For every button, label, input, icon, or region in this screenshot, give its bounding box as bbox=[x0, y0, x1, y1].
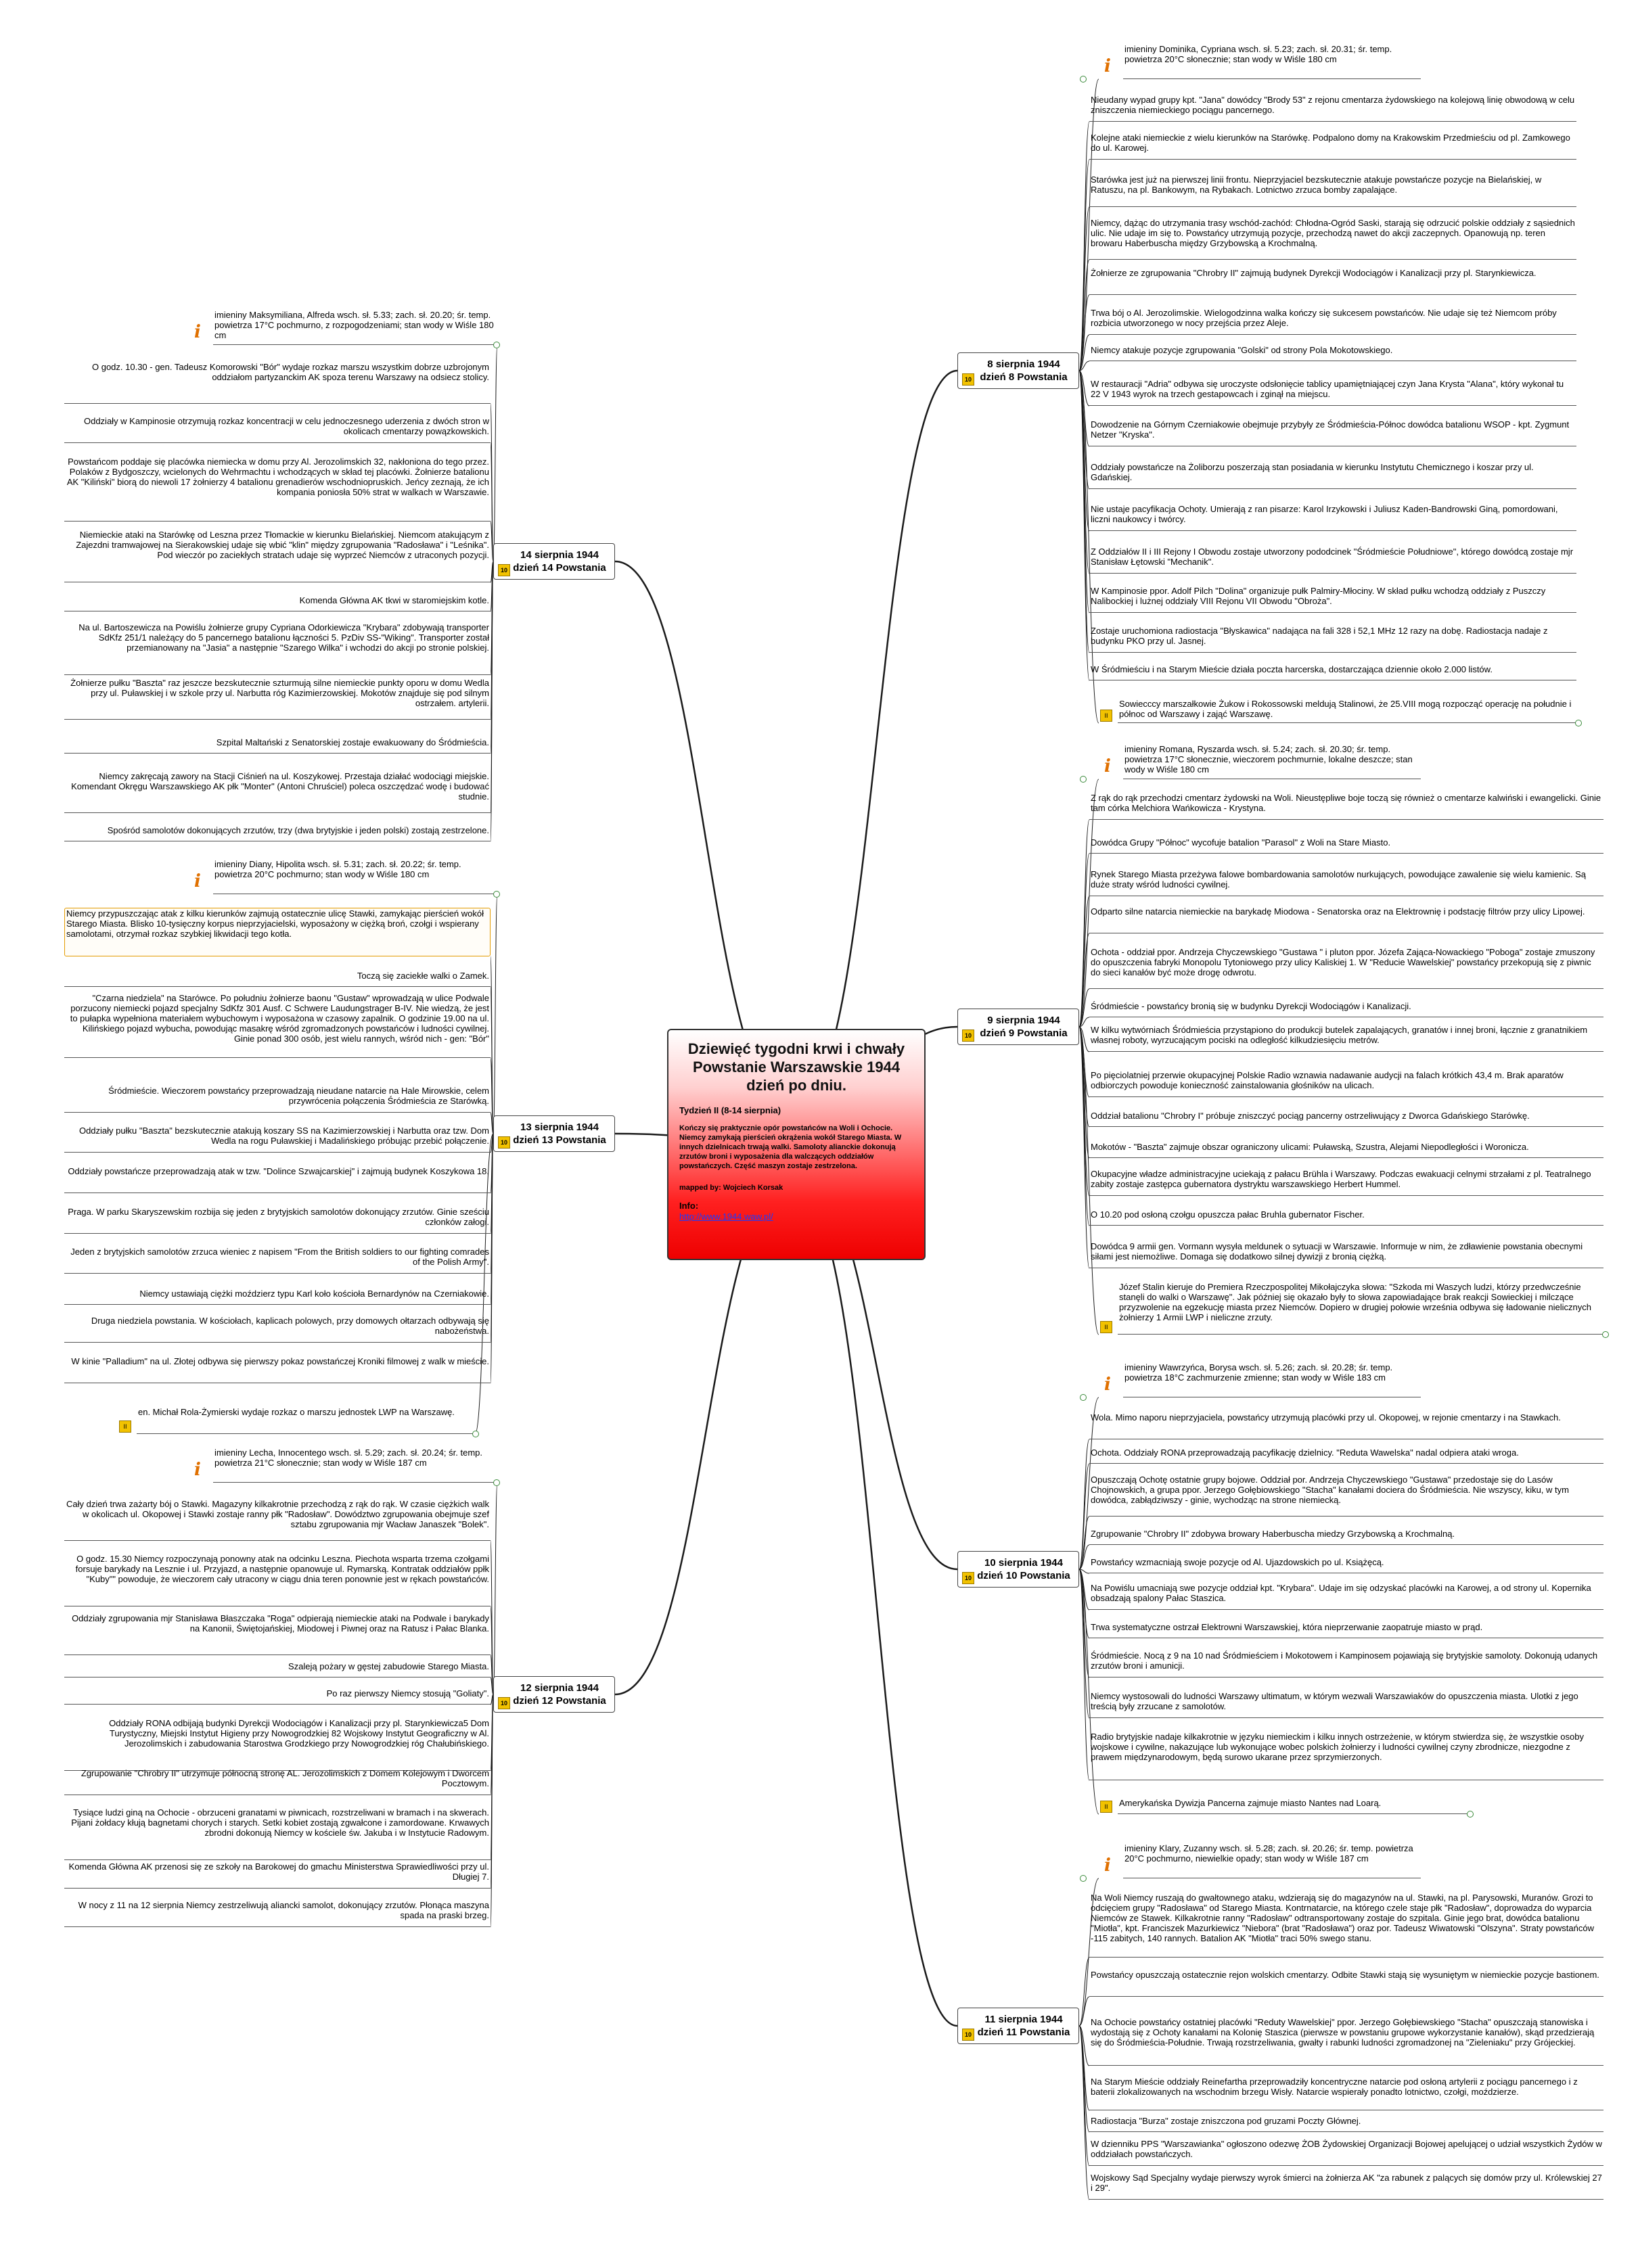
event-item[interactable]: Powstańcom poddaje się placówka niemiecka w domu przy Al. Jerozolimskich 32, nakłoniona do tego przez. Polaków z Bydgoszczy, wcielonych do Wehrmachtu i wchodzących w skład tej placówki. Żołnierze batalionu AK "Kiliński" biorą do niewoli 17 żołnierzy 4 batalionu grenadierów wschodniopruskich. Jeńcy zeznają, że ich kompania poniosła 50% strat w walkach w Warszawie. bbox=[64, 457, 491, 522]
calendar-icon: 10 bbox=[962, 373, 974, 386]
note-icon: II bbox=[1100, 710, 1112, 722]
day-node-11[interactable] bbox=[957, 2008, 1079, 2044]
info-icon: i bbox=[194, 871, 201, 892]
day-node-8[interactable] bbox=[957, 352, 1079, 389]
connector-line bbox=[493, 1483, 497, 1694]
event-item[interactable]: Śródmieście. Wieczorem powstańcy przeprowadzają nieudane natarcie na Hale Mirowskie, celem przywrócenia połączenia Śródmieścia ze Starówką. bbox=[64, 1086, 491, 1113]
connector-line bbox=[1079, 2026, 1089, 2200]
calendar-icon: 10 bbox=[962, 1572, 974, 1584]
day-node-label: 13 sierpnia 1944 dzień 13 Powstania bbox=[513, 1121, 606, 1146]
event-item[interactable]: Po raz pierwszy Niemcy stosują "Goliaty". bbox=[64, 1688, 491, 1705]
note-icon: II bbox=[1100, 1801, 1112, 1813]
central-topic[interactable] bbox=[667, 1029, 926, 1260]
event-item[interactable]: Kolejne ataki niemieckie z wielu kierunków na Starówkę. Podpalono domy na Krakowskim Przedmieściu od pl. Zamkowego do ul. Karowej. bbox=[1089, 133, 1576, 160]
connector-line bbox=[493, 894, 497, 1134]
event-item[interactable]: Tysiące ludzi giną na Ochocie - obrzuceni granatami w piwnicach, rozstrzeliwani w bramach i na skwerach. Pijani żołdacy kłują bagnetami chorych i starych. Setki kobiet zostają zgwałcone i zamordowane. Krwawych zbrodni dokonują Niemcy w kościele św. Jakuba i w Instytucie Radowym. bbox=[64, 1807, 491, 1860]
event-item[interactable]: Odparto silne natarcia niemieckie na barykadę Miodowa - Senatorska oraz na Elektrownię i podstację filtrów przy ulicy Lipowej. bbox=[1089, 906, 1603, 933]
central-description: Kończy się praktycznie opór powstańców na Woli i Ochocie. Niemcy zamykają pierścień okrążenia wokół Starego Miasta. W innych dzielnicach trwają walki. Samoloty alianckie dokonują zrzutów broni i wyposażenia dla walczących oddziałów powstańczych. Część maszyn zostaje zestrzelona. bbox=[679, 1124, 902, 1170]
event-item[interactable]: W Kampinosie ppor. Adolf Pilch "Dolina" organizuje pułk Palmiry-Młociny. W skład pułku wchodzą oddziały z Puszczy Nalibockiej i lużnej oddziały VIII Rejonu VII Obwodu "Obroża". bbox=[1089, 586, 1576, 613]
event-item[interactable]: W kilku wytwórniach Śródmieścia przystąpiono do produkcji butelek zapalających, granatów i innej broni, łącznie z granatnikiem własnej roboty, wyrzucającym pociski na odległość kilkudziesięciu metrów. bbox=[1089, 1025, 1603, 1052]
event-item[interactable]: Niemcy ustawiają ciężki moździerz typu Karl koło kościoła Bernardynów na Czerniakowie. bbox=[64, 1289, 491, 1305]
connector-line bbox=[796, 1188, 957, 2026]
calendar-icon: 10 bbox=[498, 564, 510, 576]
connector-line bbox=[1079, 1997, 1089, 2026]
central-info-label: Info: bbox=[679, 1201, 699, 1211]
connector-line bbox=[1079, 1517, 1089, 1569]
collapse-dot[interactable] bbox=[493, 891, 500, 898]
event-item[interactable]: Na ul. Bartoszewicza na Powiślu żołnierze grupy Cypriana Odorkiewicza "Krybara" zdobywają transporter SdKfz 251/1 należący do 5 pancernego batalionu łączności 5. PzDiv SS-"Wiking". Transporter został przemianowany na "Jasia" a następnie "Szarego Wilka" i wchodzi do akcji po stronie polskiej. bbox=[64, 622, 491, 675]
event-item[interactable]: O godz. 15.30 Niemcy rozpoczynają ponowny atak na odcinku Leszna. Piechota wsparta trzema czołgami forsuje barykady na Lesznie i ul. Przyjazd, a następnie opanowuje ul. Rymarską. Kontratak oddziałów ppłk "Kuby"" powoduje, że wieczorem cały utracony w ciągu dnia teren ponownie jest w rękach powstańców. bbox=[64, 1554, 491, 1606]
event-item[interactable]: W dzienniku PPS "Warszawianka" ogłoszono odezwę ŻOB Żydowskiej Organizacji Bojowej apelującej o udział wszystkich Żydów w oddziałach powstańczych. bbox=[1089, 2139, 1603, 2166]
calendar-icon: 10 bbox=[962, 1029, 974, 1042]
event-item[interactable]: Śródmieście - powstańcy bronią się w budynku Dyrekcji Wodociągów i Kanalizacji. bbox=[1089, 1001, 1603, 1017]
event-item[interactable]: Zostaje uruchomiona radiostacja "Błyskawica" nadająca na fali 328 i 52,1 MHz 12 razy na dobę. Radiostacja nadaje z budynku PKO przy ul. Jasnej. bbox=[1089, 626, 1576, 653]
day-node-label: 8 sierpnia 1944 dzień 8 Powstania bbox=[980, 358, 1068, 383]
day-node-label: 12 sierpnia 1944 dzień 12 Powstania bbox=[513, 1682, 606, 1707]
connector-line bbox=[1079, 1464, 1089, 1569]
event-item[interactable]: Dowodzenie na Górnym Czerniakowie obejmuje przybyły ze Śródmieścia-Północ dowódca batalionu WSOP - kpt. Zygmunt Netzer "Kryska". bbox=[1089, 419, 1576, 446]
event-item[interactable]: Zgrupowanie "Chrobry II" utrzymuje północną stronę AL. Jerozolimskich z Domem Kolejowym i Dworcem Pocztowym. bbox=[64, 1768, 491, 1795]
event-item[interactable]: Cały dzień trwa zażarty bój o Stawki. Magazyny kilkakrotnie przechodzą z rąk do rąk. W czasie ciężkich walk w okolicach ul. Okopowej i Stawki zostaje ranny płk "Radosław". Dowództwo zgrupowania obejmuje szef sztabu zgrupowania mjr Wacław Janaszek "Bolek". bbox=[64, 1499, 491, 1541]
day-node-label: 9 sierpnia 1944 dzień 9 Powstania bbox=[980, 1015, 1068, 1039]
collapse-dot[interactable] bbox=[1080, 776, 1087, 783]
event-item[interactable]: Niemcy zakręcają zawory na Stacji Ciśnień na ul. Koszykowej. Przestaja działać wodociągi miejskie. Komendant Okręgu Warszawskiego AK płk "Monter" (Antoni Chruściel) poleca oszczędzać wodę i budować studnie. bbox=[64, 771, 491, 813]
world-event-note[interactable]: Amerykańska Dywizja Pancerna zajmuje miasto Nantes nad Loarą. bbox=[1118, 1798, 1470, 1814]
event-item[interactable]: Jeden z brytyjskich samolotów zrzuca wieniec z napisem "From the British soldiers to our fighting comrades of the Polish Army". bbox=[64, 1247, 491, 1274]
event-item[interactable]: Radiostacja "Burza" zostaje zniszczona pod gruzami Poczty Głównej. bbox=[1089, 2116, 1603, 2132]
calendar-icon: 10 bbox=[498, 1697, 510, 1709]
event-item[interactable]: Żołnierze pułku "Baszta" raz jeszcze bezskutecznie szturmują silne niemieckie punkty oporu w domu Wedla przy ul. Puławskiej i w szkole przy ul. Narbutta róg Kazimierzowskiej. Mokotów znajduje się pod silnym ostrzałem. artylerii. bbox=[64, 678, 491, 720]
event-item[interactable]: W kinie "Palladium" na ul. Złotej odbywa się pierwszy pokaz powstańczej Kroniki filmowej z walk w mieście. bbox=[64, 1356, 491, 1383]
event-item[interactable]: Po pięciolatniej przerwie okupacyjnej Polskie Radio wznawia nadawanie audycji na falach krótkich 43,4 m. Brak aparatów odbiorczych powoduje konieczność zainstalowania głośników na ulicach. bbox=[1089, 1070, 1603, 1097]
day-node-label: 11 sierpnia 1944 dzień 11 Powstania bbox=[977, 2014, 1070, 2038]
calendar-icon: 10 bbox=[962, 2029, 974, 2041]
event-item[interactable]: Niemcy, dążąc do utrzymania trasy wschód-zachód: Chłodna-Ogród Saski, starają się odrzucić polskie oddziały z sąsiednich ulic. Nie udaje im się to. Powstańcy utrzymują pozycje, przechodzą nawet do akcji zaczepnych. Opanowują np. teren browaru Haberbuscha między Grzybowską a Krochmalną. bbox=[1089, 218, 1576, 260]
day-node-14[interactable] bbox=[493, 543, 615, 580]
collapse-dot[interactable] bbox=[472, 1431, 479, 1437]
event-item[interactable]: Mokotów - "Baszta" zajmuje obszar ograniczony ulicami: Puławską, Szustra, Alejami Niepodległości i Woronicza. bbox=[1089, 1142, 1603, 1158]
event-item[interactable]: W restauracji "Adria" odbywa się uroczyste odsłonięcie tablicy upamiętniającej czyn Jana Krysta "Alana", który wykonał tu 22 V 1943 wyrok na trzech gestapowcach i zginął na miejscu. bbox=[1089, 379, 1576, 406]
event-item[interactable]: Nie ustaje pacyfikacja Ochoty. Umierają z ran pisarze: Karol Irzykowski i Juliusz Kaden-Bandrowski Giną, pomordowani, liczni naukowcy i twórcy. bbox=[1089, 504, 1576, 531]
event-item[interactable]: Ochota - oddział ppor. Andrzeja Chyczewskiego "Gustawa " i pluton ppor. Józefa Zająca-Nowackiego "Poboga" zostaje zmuszony do opuszczenia fabryki Monopolu Tytoniowego przy ulicy Kaliskiej 1. W "Reducie Wawelskiej" powstańcy przekopują się z piwnic do sieci kanałów być może drogę odwrotu. bbox=[1089, 947, 1603, 989]
event-item[interactable]: Dowódca 9 armii gen. Vormann wysyła meldunek o sytuacji w Warszawie. Informuje w nim, że zdławienie powstania obecnymi siłami jest niemożliwe. Domaga się dodatkowo silnej dywizji z bronią ciężką. bbox=[1089, 1241, 1603, 1268]
event-item[interactable]: Komenda Główna AK przenosi się ze szkoły na Barokowej do gmachu Ministerstwa Sprawiedliwości przy ul. Długiej 7. bbox=[64, 1861, 491, 1889]
event-item[interactable]: Szaleją pożary w gęstej zabudowie Starego Miasta. bbox=[64, 1661, 491, 1677]
event-item[interactable]: Oddziały RONA odbijają budynki Dyrekcji Wodociągów i Kanalizacji przy pl. Starynkiewicza5 Dom Turystyczny, Miejski Instytut Higieny przy Nowogrodzkiej 82 Wojskowy Instytut Geograficzny w Al. Jerozolimskich i zabudowania Starostwa Grodzkiego przy Nowogrodzkiej róg Chałubińskiego. bbox=[64, 1718, 491, 1771]
event-item[interactable]: W Śródmieściu i na Starym Mieście działa poczta harcerska, dostarczająca dziennie około 2.000 listów. bbox=[1089, 664, 1576, 680]
connector-line bbox=[493, 345, 497, 561]
note-icon: II bbox=[119, 1420, 131, 1433]
event-item[interactable]: Niemcy wystosowali do ludności Warszawy ultimatum, w którym wezwali Warszawiaków do opuszczenia miasta. Ulotki z jego treścią były zrzucane z samolotów. bbox=[1089, 1691, 1603, 1718]
info-icon: i bbox=[1104, 1855, 1111, 1876]
event-item[interactable]: Powstańcy wzmacniają swoje pozycje od Al. Ujazdowskich po ul. Książęcą. bbox=[1089, 1557, 1603, 1573]
event-item[interactable]: Toczą się zaciekłe walki o Zamek. bbox=[64, 971, 491, 987]
central-title: Dziewięć tygodni krwi i chwały Powstanie Warszawskie 1944 dzień po dniu. bbox=[687, 1040, 905, 1094]
event-item[interactable]: Żołnierze ze zgrupowania "Chrobry II" zajmują budynek Dyrekcji Wodociągów i Kanalizacji przy pl. Starynkiewicza. bbox=[1089, 268, 1576, 295]
day-node-10[interactable] bbox=[957, 1551, 1079, 1588]
event-item[interactable]: Wojskowy Sąd Specjalny wydaje pierwszy wyrok śmierci na żołnierza AK "za rabunek z palących się domów przy ul. Królewskiej 27 i 29". bbox=[1089, 2173, 1603, 2200]
weather-info: imieniny Diany, Hipolita wsch. sł. 5.31; zach. sł. 20.22; śr. temp. powietrza 20°C pochmurno; stan wody w Wiśle 180 cm bbox=[213, 859, 497, 894]
info-icon: i bbox=[194, 322, 201, 342]
event-item[interactable]: Opuszczają Ochotę ostatnie grupy bojowe. Oddział por. Andrzeja Chyczewskiego "Gustawa" przedostaje się do Lasów Chojnowskich, a grupa ppor. Jerzego Gołębiowskiego "Stacha" kanałami dociera do Śródmieścia. Nie wszyscy, kiku, w tym dowódca, zabłądziwszy - ginie, wychodząc na strone niemiecką. bbox=[1089, 1475, 1603, 1517]
event-item[interactable]: Rynek Starego Miasta przeżywa falowe bombardowania samolotów nurkujących, powodujące zawalenie się wielu kamienic. Są duże straty wśród ludności cywilnej. bbox=[1089, 869, 1603, 896]
event-item[interactable]: Okupacyjne władze administracyjne uciekają z pałacu Brühla i Warszawy. Podczas ewakuacji celnymi strzałami z pl. Teatralnego zabity zostaje zastępca gubernatora dystryktu warszawskiego Herbert Hummel. bbox=[1089, 1169, 1603, 1196]
info-icon: i bbox=[1104, 1374, 1111, 1395]
event-item[interactable]: Niemcy atakuje pozycje zgrupowania "Golski" od strony Pola Mokotowskiego. bbox=[1089, 345, 1576, 361]
weather-info: imieniny Dominika, Cypriana wsch. sł. 5.23; zach. sł. 20.31; śr. temp. powietrza 20°C słonecznie; stan wody w Wiśle 180 cm bbox=[1123, 44, 1421, 79]
central-mapped-by: mapped by: Wojciech Korsak bbox=[679, 1184, 783, 1192]
event-item[interactable]: Komenda Główna AK tkwi w staromiejskim kotle. bbox=[64, 595, 491, 611]
event-item[interactable]: Trwa systematyczne ostrzał Elektrowni Warszawskiej, która nieprzerwanie zaopatruje miasto w prąd. bbox=[1089, 1622, 1603, 1638]
event-item[interactable]: Na Powiślu umacniają swe pozycje oddział kpt. "Krybara". Udaje im się odzyskać placówki na Karowej, a od strony ul. Kopernika obsadzają spalony Pałac Staszica. bbox=[1089, 1583, 1603, 1610]
info-icon: i bbox=[194, 1460, 201, 1480]
event-item[interactable]: Radio brytyjskie nadaje kilkakrotnie w języku niemieckim i kilku innych ostrzeżenie, w którym stwierdza się, że wszystkie osoby wojskowe i cywilne, nakazujące lub wykonujące wobec polskich żołnierzy i ludności cywilnej czyny zbrodnicze, niezgodne z prawem międzynarodowym, będą surowo ukarane przez sprzymierzonych. bbox=[1089, 1732, 1603, 1780]
event-item[interactable]: Śródmieście. Nocą z 9 na 10 nad Śródmieściem i Mokotowem i Kampinosem pojawiają się brytyjskie samoloty. Dokonują udanych zrzutów broni i amunicji. bbox=[1089, 1650, 1603, 1677]
day-node-label: 10 sierpnia 1944 dzień 10 Powstania bbox=[977, 1557, 1070, 1581]
event-item[interactable]: Z Oddziałów II i III Rejony I Obwodu zostaje utworzony pododcinek "Śródmieście Południowe", którego dowódcą zostaje mjr Stanisław Łętowski "Mechanik". bbox=[1089, 547, 1576, 574]
info-icon: i bbox=[1104, 756, 1111, 777]
day-node-label: 14 sierpnia 1944 dzień 14 Powstania bbox=[513, 549, 606, 574]
event-item[interactable]: Oddział batalionu "Chrobry I" próbuje zniszczyć pociąg pancerny ostrzeliwujący z Dworca Gdańskiego Starówkę. bbox=[1089, 1111, 1603, 1127]
event-item[interactable]: Nieudany wypad grupy kpt. "Jana" dowódcy "Brody 53" z rejonu cmentarza żydowskiego na kolejową linię obwodową w celu zniszczenia niemieckiego pociągu pancernego. bbox=[1089, 95, 1576, 122]
event-item[interactable]: Starówka jest już na pierwszej linii frontu. Nieprzyjaciel bezskutecznie atakuje powstańcze pozycje na Bielańskiej, w Ratuszu, na pl. Bankowym, na Rybakach. Lotnictwo zrzuca bomby zapalające. bbox=[1089, 175, 1576, 207]
event-item[interactable]: Oddziały w Kampinosie otrzymują rozkaz koncentracji w celu jednoczesnego uderzenia z dwóch stron w okolicach cmentarzy powązkowskich. bbox=[64, 416, 491, 443]
info-icon: i bbox=[1104, 56, 1111, 76]
event-item[interactable]: Oddziały powstańcze przeprowadzają atak w tzw. "Dolince Szwajcarskiej" i zajmują budynek Koszykowa 18. bbox=[64, 1166, 491, 1193]
collapse-dot[interactable] bbox=[1602, 1331, 1609, 1338]
event-item[interactable]: Na Ochocie powstańcy ostatniej placówki "Reduty Wawelskiej" ppor. Jerzego Gołębiewskiego "Stacha" opuszczają stanowiska i wydostają się z Ochoty kanałami na Kolonię Staszica (pierwsze w powstaniu grupowe wykorzystanie kanałów), skąd przedzierają się do Śródmieścia-Południe. Trwają rozstrzeliwania, gwałty i rabunki ludności zgromadzonej na "Zieleniaku" przy Grójeckiej. bbox=[1089, 2017, 1603, 2066]
collapse-dot[interactable] bbox=[1080, 76, 1087, 83]
event-item[interactable]: Dowódca Grupy "Północ" wycofuje batalion "Parasol" z Woli na Stare Miasto. bbox=[1089, 837, 1603, 854]
event-item[interactable]: Praga. W parku Skaryszewskim rozbija się jeden z brytyjskich samolotów dokonujący zrzutów. Ginie sześciu członków załogi. bbox=[64, 1207, 491, 1234]
event-item[interactable]: Z rąk do rąk przechodzi cmentarz żydowski na Woli. Nieustępliwe boje toczą się również o cmentarze kalwiński i ewangelicki. Ginie tam córka Melchiora Wańkowicza - Krystyna. bbox=[1089, 793, 1603, 820]
event-item[interactable]: Oddziały pułku "Baszta" bezskutecznie atakują koszary SS na Kazimierzowskiej i Narbutta oraz tzw. Dom Wedla na rogu Puławskiej i Madalińskiego próbując przebić połączenie. bbox=[64, 1126, 491, 1153]
connector-line bbox=[1079, 1027, 1089, 1196]
day-node-9[interactable] bbox=[957, 1009, 1079, 1045]
central-info-link[interactable]: http://www.1944.waw.pl/ bbox=[679, 1211, 773, 1222]
event-item[interactable]: Niemcy przypuszczając atak z kilku kierunków zajmują ostatecznie ulicę Stawki, zamykając pierścień wokół Starego Miasta. Blisko 10-tysięczny korpus nieprzyjacielski, wyposażony w ciężką broń, czołgi i wspierany samolotami, otrzymał rozkaz szybkiej likwidacji tego kotła. bbox=[64, 908, 491, 956]
event-item[interactable]: Wola. Mimo naporu nieprzyjaciela, powstańcy utrzymują placówki przy ul. Okopowej, w rejonie cmentarzy i na Stawkach. bbox=[1089, 1412, 1603, 1439]
connector-line bbox=[796, 371, 957, 1106]
event-item[interactable]: Ochota. Oddziały RONA przeprowadzają pacyfikację dzielnicy. "Reduta Wawelska" nadal odpiera ataki wroga. bbox=[1089, 1448, 1603, 1464]
weather-info: imieniny Lecha, Innocentego wsch. sł. 5.29; zach. sł. 20.24; śr. temp. powietrza 21°C słonecznie; stan wody w Wiśle 187 cm bbox=[213, 1448, 497, 1483]
world-event-note[interactable]: Sowiecccy marszałkowie Żukow i Rokossowski meldują Stalinowi, że 25.VIII mogą rozpocząć operację na południe i północ od Warszawy i zająć Warszawę. bbox=[1118, 699, 1578, 723]
weather-info: imieniny Wawrzyńca, Borysa wsch. sł. 5.26; zach. sł. 20.28; śr. temp. powietrza 18°C zachmurzenie zmienne; stan wody w Wiśle 183 cm bbox=[1123, 1362, 1421, 1397]
day-node-12[interactable] bbox=[493, 1676, 615, 1713]
collapse-dot[interactable] bbox=[1080, 1875, 1087, 1882]
weather-info: imieniny Romana, Ryszarda wsch. sł. 5.24; zach. sł. 20.30; śr. temp. powietrza 17°C słonecznie, wieczorem pochmurnie, lokalne deszcze; stan wody w Wiśle 180 cm bbox=[1123, 744, 1421, 779]
event-item[interactable]: Powstańcy opuszczają ostatecznie rejon wolskich cmentarzy. Odbite Stawki stają się wysuniętym w niemieckie pozycje bastionem. bbox=[1089, 1970, 1603, 1997]
connector-line bbox=[1079, 1027, 1089, 1226]
weather-info: imieniny Maksymiliana, Alfreda wsch. sł. 5.33; zach. sł. 20.20; śr. temp. powietrza 17°C pochmurno, z rozpogodzeniami; stan wody w Wiśle 180 cm bbox=[213, 310, 497, 345]
event-item[interactable]: Zgrupowanie "Chrobry II" zdobywa browary Haberbuscha miedzy Grzybowską a Krochmalną. bbox=[1089, 1529, 1603, 1545]
central-subtitle: Tydzień II (8-14 sierpnia) bbox=[679, 1105, 781, 1115]
event-item[interactable]: O 10.20 pod osłoną czołgu opuszcza pałac Bruhla gubernator Fischer. bbox=[1089, 1209, 1603, 1226]
event-item[interactable]: Trwa bój o Al. Jerozolimskie. Wielogodzinna walka kończy się sukcesem powstańców. Nie udaje się też Niemcom próby rozbicia utworzonego w nocy przejścia przez Aleje. bbox=[1089, 308, 1576, 335]
collapse-dot[interactable] bbox=[1467, 1811, 1474, 1818]
event-item[interactable]: Szpital Maltański z Senatorskiej zostaje ewakuowany do Śródmieścia. bbox=[64, 737, 491, 754]
weather-info: imieniny Klary, Zuzanny wsch. sł. 5.28; zach. sł. 20.26; śr. temp. powietrza 20°C pochmurno, niewielkie opady; stan wody w Wiśle 187 cm bbox=[1123, 1843, 1421, 1878]
event-item[interactable]: O godz. 10.30 - gen. Tadeusz Komorowski "Bór" wydaje rozkaz marszu wszystkim dobrze uzbrojonym oddziałom partyzanckim AK spoza terenu Warszawy na odsiecz stolicy. bbox=[64, 362, 491, 404]
collapse-dot[interactable] bbox=[493, 1479, 500, 1486]
event-item[interactable]: Druga niedziela powstania. W kościołach, kaplicach polowych, przy domowych ołtarzach odbywają się nabożeństwa. bbox=[64, 1316, 491, 1343]
note-icon: II bbox=[1100, 1321, 1112, 1333]
event-item[interactable]: Na Starym Mieście oddziały Reinefartha przeprowadziły koncentryczne natarcie pod osłoną artylerii z pociągu pancernego i z baterii zlokalizowanych na wschodnim brzegu Wisły. Natarcie wspierały ponadto lotnictwo, czołgi, moździerze. bbox=[1089, 2077, 1603, 2110]
calendar-icon: 10 bbox=[498, 1136, 510, 1149]
collapse-dot[interactable] bbox=[1080, 1394, 1087, 1401]
day-node-13[interactable] bbox=[493, 1115, 615, 1152]
collapse-dot[interactable] bbox=[493, 342, 500, 348]
event-item[interactable]: Na Woli Niemcy ruszają do gwałtownego ataku, wdzierają się do magazynów na ul. Stawki, na pl. Parysowski, Muranów. Grozi to odcięciem grupy "Radosława" od Starego Miasta. Kontrnatarcie, na którego czele staje płk "Radosław", doprowadza do wyparcia Niemców ze Stawek. Kilkakrotnie ranny "Radosław" odtransportowany zostaje do szpitala. Ginie jego brat, dowódca batalionu "Miotła", kpt. Franciszek Mazurkiewicz "Niebora" (brat "Radosława") oraz por. Tadeusz Wiwatowski "Olszyna". Straty powstańców -115 zabitych, 140 rannych. Batalion AK "Miotła" traci 50% swego stanu. bbox=[1089, 1893, 1603, 1958]
world-event-note[interactable]: en. Michał Rola-Żymierski wydaje rozkaz o marszu jednostek LWP na Warszawę. bbox=[137, 1407, 475, 1434]
collapse-dot[interactable] bbox=[1575, 720, 1582, 726]
event-item[interactable]: "Czarna niedziela" na Starówce. Po południu żołnierze baonu "Gustaw" wprowadzają w ulice Podwale porzucony niemiecki pojazd specjalny SdKfz 301 Ausf. C Schwere Laudungstrager B-IV. Nie wiedzą, że jest to pułapka wypełniona materiałem wybuchowym i wyposażona w czasowy zapalnik. O godzinie 19.00 na ul. Kilińskiego pojazd wybucha, powodując masakrę wśród zgromadzonych powstańców i ludności cywilnej. Ginie ponad 300 osób, jest wielu rannych, wśród nich - gen: "Bór" bbox=[64, 993, 491, 1058]
event-item[interactable]: W nocy z 11 na 12 sierpnia Niemcy zestrzeliwują aliancki samolot, dokonujący zrzutów. Płonąca maszyna spada na praski brzeg. bbox=[64, 1900, 491, 1927]
event-item[interactable]: Niemieckie ataki na Starówkę od Leszna przez Tłomackie w kierunku Bielańskiej. Niemcom atakującym z Zajezdni tramwajowej na Sierakowskiej udaje się wbić "klin" między zgrupowania "Radosława" i "Leśnika". Pod wieczór po zaciekłych stratach udaje się wyprzeć Niemców z utraconych pozycji. bbox=[64, 530, 491, 582]
event-item[interactable]: Oddziały powstańcze na Żoliborzu poszerzają stan posiadania w kierunku Instytutu Chemicznego i koszar przy ul. Gdańskiej. bbox=[1089, 462, 1576, 489]
event-item[interactable]: Oddziały zgrupowania mjr Stanisława Błaszczaka "Roga" odpierają niemieckie ataki na Podwale i barykady na Kanonii, Świętojańskiej, Miodowej i Piwnej oraz na Ratusz i Pałac Blanka. bbox=[64, 1613, 491, 1655]
world-event-note[interactable]: Józef Stalin kieruje do Premiera Rzeczpospolitej Mikołajczyka słowa: "Szkoda mi Waszych ludzi, którzy przedwcześnie stanęli do walki o Warszawę". Jak później się okazało były to słowa zapowiadające brak reakcji Sowieckiej i milczące przyzwolenie na egzekucję miasta przez Niemców. Dopiero w drugiej połowie września odbywa się ładowanie nielicznych żołnierzy 1 Armii LWP i nieliczne zrzuty. bbox=[1118, 1282, 1605, 1335]
event-item[interactable]: Spośród samolotów dokonujących zrzutów, trzy (dwa brytyjskie i jeden polski) zostają zestrzelone. bbox=[64, 825, 491, 841]
